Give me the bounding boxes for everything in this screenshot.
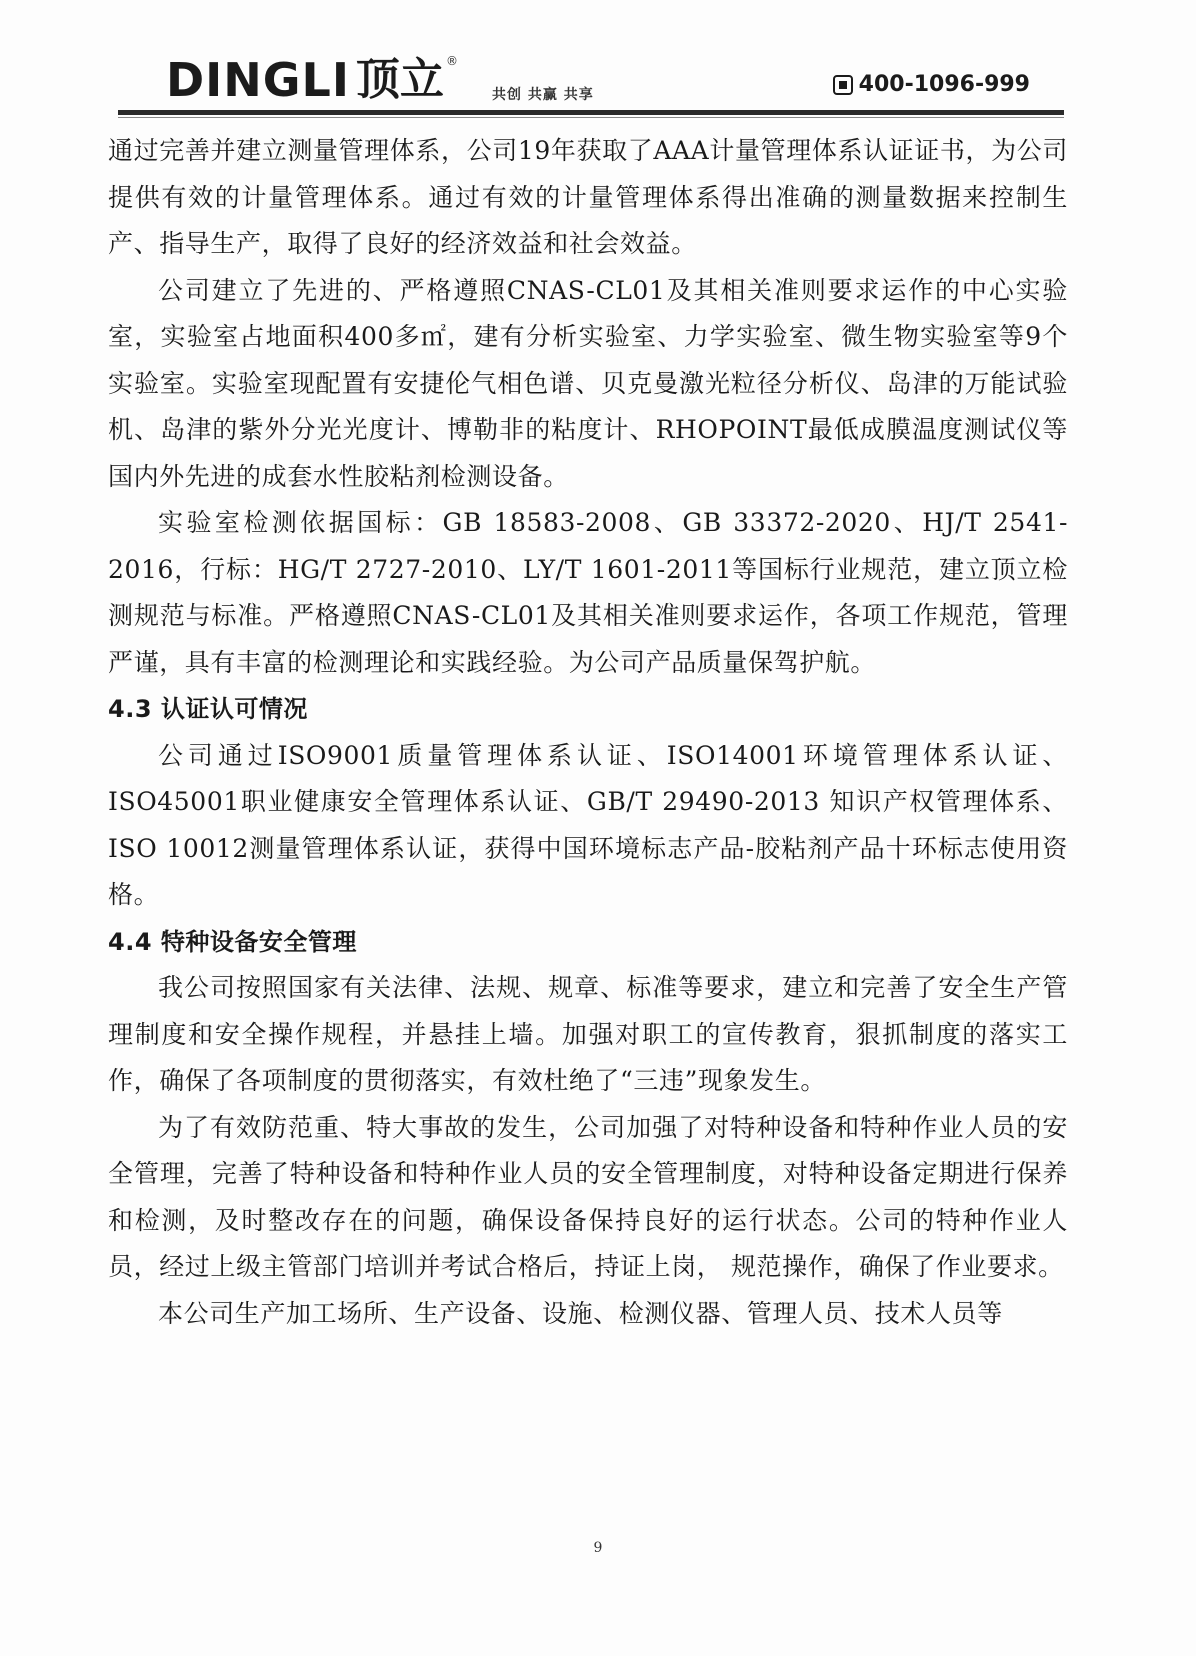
hotline-number: 400-1096-999 (858, 72, 1030, 97)
phone-icon (833, 75, 853, 95)
logo-latin-text: DINGLI (166, 53, 350, 107)
header-rule-thin (118, 117, 1064, 118)
paragraph-safety-system: 我公司按照国家有关法律、法规、规章、标准等要求，建立和完善了安全生产管理制度和安全操作规程，并悬挂上墙。加强对职工的宣传教育，狠抓制度的落实工作，确保了各项制度的贯彻落实，有效杜绝了“三违”现象发生。 (108, 973, 1068, 1095)
company-slogan: 共创 共赢 共享 (492, 87, 594, 103)
paragraph-certifications: 公司通过ISO9001质量管理体系认证、ISO14001环境管理体系认证、ISO45001职业健康安全管理体系认证、GB/T 29490-2013 知识产权管理体系、ISO 10012测量管理体系认证，获得中国环境标志产品-胶粘剂产品十环标志使用资格。 (108, 740, 1068, 909)
page-body (108, 128, 1068, 1337)
paragraph-laboratory: 公司建立了先进的、严格遵照CNAS-CL01及其相关准则要求运作的中心实验室，实验室占地面积400多㎡，建有分析实验室、力学实验室、微生物实验室等9个实验室。实验室现配置有安捷伦气相色谱、贝克曼激光粒径分析仪、岛津的万能试验机、岛津的紫外分光光度计、博勒非的粘度计、RHOPOINT最低成膜温度测试仪等国内外先进的成套水性胶粘剂检测设备。 (108, 275, 1068, 491)
company-logo (166, 53, 458, 107)
registered-mark: ® (445, 54, 458, 68)
header-rule (118, 110, 1064, 115)
page-number: 9 (593, 1540, 603, 1556)
paragraph-lab-standards: 实验室检测依据国标：GB 18583-2008、GB 33372-2020、HJ/T 2541-2016，行标：HG/T 2727-2010、LY/T 1601-2011等国标行业规范，建立顶立检测规范与标准。严格遵照CNAS-CL01及其相关准则要求运作，各项工作规范，管理严谨，具有丰富的检测理论和实践经验。为公司产品质量保驾护航。 (108, 508, 1068, 677)
paragraph-facilities: 本公司生产加工场所、生产设备、设施、检测仪器、管理人员、技术人员等 (158, 1298, 1003, 1328)
page-header (118, 44, 1064, 120)
hotline (833, 72, 1030, 97)
section-heading-4-3: 4.3 认证认可情况 (108, 695, 308, 723)
logo-cjk-text: 顶立 (355, 54, 444, 105)
paragraph-metrology: 通过完善并建立测量管理体系，公司19年获取了AAA计量管理体系认证证书，为公司提供有效的计量管理体系。通过有效的计量管理体系得出准确的测量数据来控制生产、指导生产，取得了良好的经济效益和社会效益。 (108, 136, 1068, 258)
section-heading-4-4: 4.4 特种设备安全管理 (108, 927, 357, 956)
paragraph-special-equipment: 为了有效防范重、特大事故的发生，公司加强了对特种设备和特种作业人员的安全管理，完善了特种设备和特种作业人员的安全管理制度，对特种设备定期进行保养和检测，及时整改存在的问题，确保设备保持良好的运行状态。公司的特种作业人员，经过上级主管部门培训并考试合格后，持证上岗， 规范操作，确保了作业要求。 (108, 1112, 1068, 1281)
